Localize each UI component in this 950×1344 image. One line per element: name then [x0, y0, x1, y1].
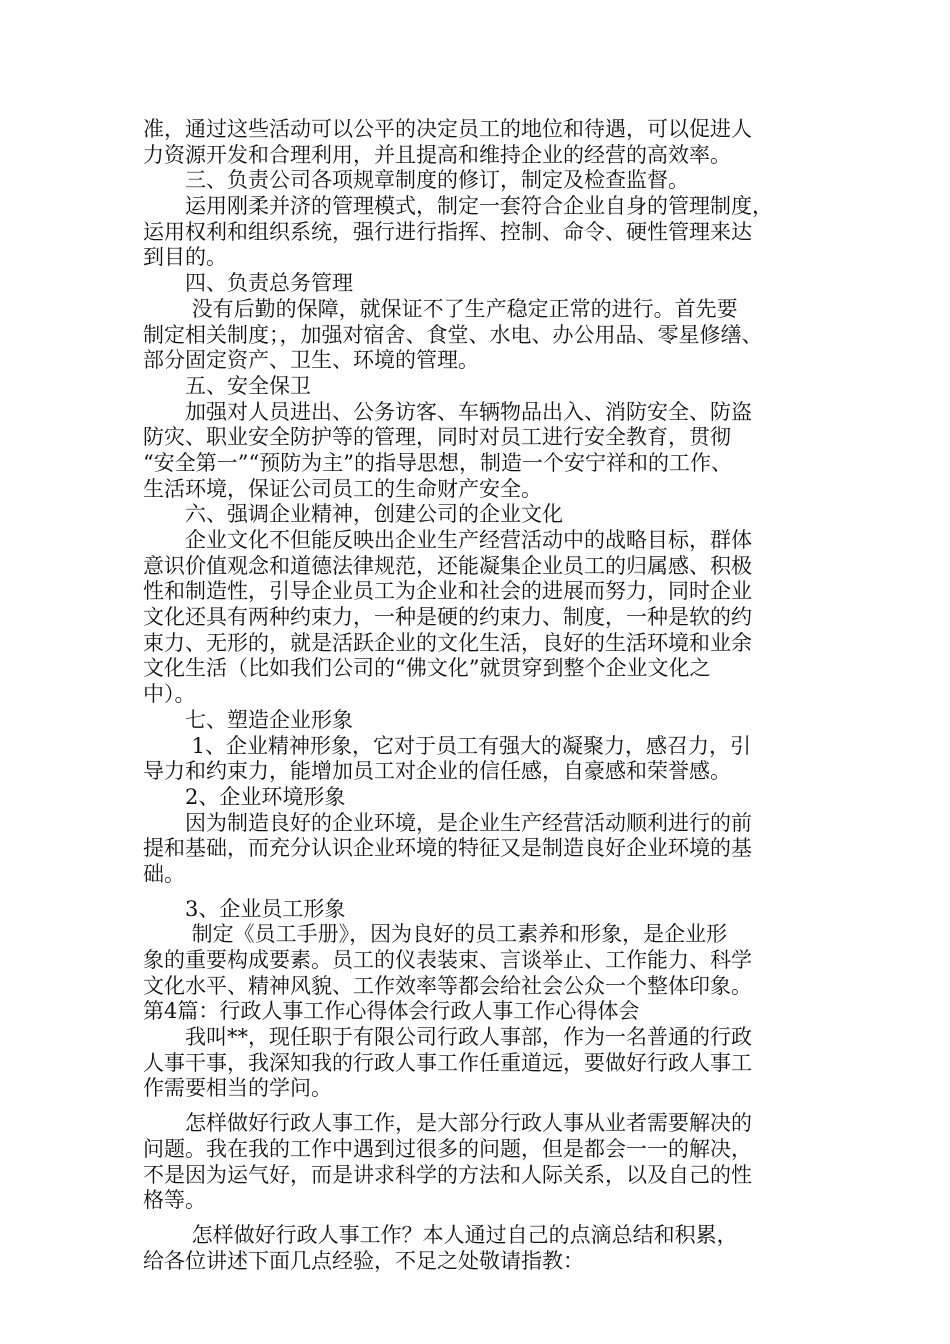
- text-line: 问题。我在我的工作中遇到过很多的问题，但是都会一一的解决，: [143, 1136, 752, 1161]
- section-heading: 七、塑造企业形象: [143, 707, 353, 732]
- text-line: 提和基础，而充分认识企业环境的特征又是制造良好企业环境的基: [143, 836, 752, 861]
- text-line: 1、企业精神形象，它对于员工有强大的凝聚力，感召力，引: [143, 733, 752, 758]
- paragraph-gap: [143, 1214, 823, 1223]
- text-line: 加强对人员进出、公务访客、车辆物品出入、消防安全、防盗: [143, 399, 752, 424]
- text-line: 文化生活（比如我们公司的“佛文化”就贯穿到整个企业文化之: [143, 656, 711, 681]
- text-line: 防灾、职业安全防护等的管理，同时对员工进行安全教育，贯彻: [143, 425, 731, 450]
- text-line: 因为制造良好的企业环境，是企业生产经营活动顺利进行的前: [143, 810, 752, 835]
- article-title: 第4篇：行政人事工作心得体会行政人事工作心得体会: [143, 999, 640, 1024]
- section-heading: 3、企业员工形象: [143, 896, 346, 921]
- text-line: 给各位讲述下面几点经验，不足之处敬请指教：: [143, 1248, 584, 1273]
- text-line: 运用权利和组织系统，强行进行指挥、控制、命令、硬性管理来达: [143, 219, 752, 244]
- text-line: 束力、无形的，就是活跃企业的文化生活，良好的生活环境和业余: [143, 630, 752, 655]
- text-line: 性和制造性，引导企业员工为企业和社会的进展而努力，同时企业: [143, 579, 752, 604]
- text-line: 象的重要构成要素。员工的仪表装束、言谈举止、工作能力、科学: [143, 948, 752, 972]
- text-line: 部分固定资产、卫生、环境的管理。: [143, 348, 479, 373]
- paragraph-gap: [143, 1102, 823, 1111]
- text-line: 没有后勤的保障，就保证不了生产稳定正常的进行。首先要: [143, 296, 738, 321]
- section-heading: 五、安全保卫: [143, 373, 311, 398]
- text-line: 格等。: [143, 1188, 206, 1213]
- section-heading: 六、强调企业精神，创建公司的企业文化: [143, 502, 563, 527]
- text-line: 不是因为运气好，而是讲求科学的方法和人际关系，以及自己的性: [143, 1162, 752, 1187]
- text-line: “安全第一”“预防为主”的指导思想，制造一个安宁祥和的工作、: [143, 450, 732, 475]
- text-line: 生活环境，保证公司员工的生命财产安全。: [143, 476, 542, 501]
- text-line: 企业文化不但能反映出企业生产经营活动中的战略目标，群体: [143, 528, 752, 552]
- section-heading: 四、负责总务管理: [143, 271, 353, 296]
- document-body: [143, 117, 823, 1274]
- text-line: 文化水平、精神风貌、工作效率等都会给社会公众一个整体印象。: [143, 973, 752, 998]
- section-heading: 三、负责公司各项规章制度的修订，制定及检查监督。: [143, 168, 689, 193]
- text-line: 中）。: [143, 682, 196, 707]
- text-line: 人事干事，我深知我的行政人事工作任重道远，要做好行政人事工: [143, 1050, 752, 1075]
- text-line: 导力和约束力，能增加员工对企业的信任感，自豪感和荣誉感。: [143, 759, 731, 784]
- text-line: 运用刚柔并济的管理模式，制定一套符合企业自身的管理制度，: [143, 194, 773, 219]
- text-line: 意识价值观念和道德法律规范，还能凝集企业员工的归属感、积极: [143, 553, 752, 578]
- text-line: 准，通过这些活动可以公平的决定员工的地位和待遇，可以促进人: [143, 117, 752, 141]
- paragraph-gap: [143, 888, 823, 897]
- text-line: 到目的。: [143, 245, 227, 270]
- text-line: 础。: [143, 861, 185, 886]
- text-line: 我叫**，现任职于有限公司行政人事部，作为一名普通的行政: [143, 1025, 752, 1050]
- text-line: 作需要相当的学问。: [143, 1076, 332, 1101]
- section-heading: 2、企业环境形象: [143, 784, 346, 809]
- text-line: 力资源开发和合理利用，并且提高和维持企业的经营的高效率。: [143, 142, 731, 167]
- text-line: 怎样做好行政人事工作？本人通过自己的点滴总结和积累，: [143, 1222, 738, 1247]
- text-line: 制定《员工手册》，因为良好的员工素养和形象，是企业形: [143, 922, 728, 947]
- text-line: 怎样做好行政人事工作，是大部分行政人事从业者需要解决的: [143, 1111, 752, 1136]
- text-line: 文化还具有两种约束力，一种是硬的约束力、制度，一种是软的约: [143, 605, 752, 630]
- text-line: 制定相关制度；，加强对宿舍、食堂、水电、办公用品、零星修缮、: [143, 322, 763, 347]
